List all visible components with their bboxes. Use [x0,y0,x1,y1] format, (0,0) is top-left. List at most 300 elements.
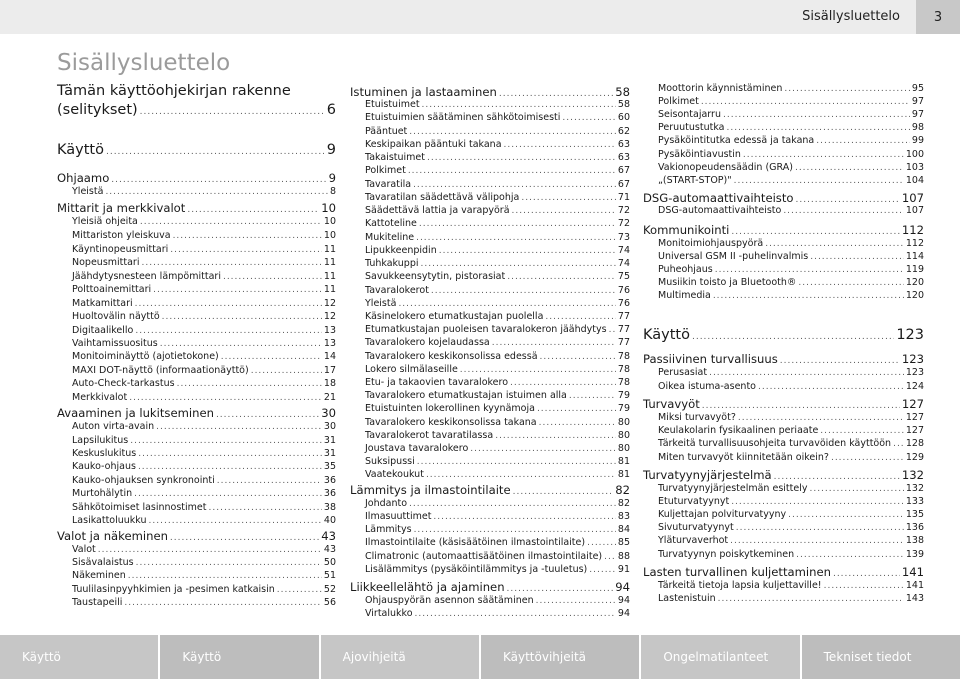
toc-dot-leader [413,180,616,190]
toc-entry-title: Mittarit ja merkkivalot [57,201,186,215]
toc-subentry[interactable] [643,109,924,120]
toc-entry-title: Kauko-ohjaus [72,461,136,472]
toc-subentry[interactable] [643,264,924,275]
toc-page-number: 97 [911,109,924,120]
toc-entry-title: Turvatyynyjärjestelmä [643,468,772,482]
toc-subentry[interactable] [350,99,630,110]
toc-page-number: 127 [901,397,924,411]
toc-dot-leader [831,453,904,463]
toc-page-number: 119 [905,264,924,275]
toc-dot-leader [140,107,325,117]
toc-subentry[interactable] [643,509,924,520]
toc-entry-title: Ohjaamo [57,171,110,185]
toc-subentry[interactable] [643,162,924,173]
toc-entry[interactable] [350,483,630,497]
toc-dot-leader [820,426,904,436]
toc-subentry[interactable] [57,475,336,486]
toc-entry-title: Digitaalikello [72,325,134,336]
toc-entry-title: Tuulilasinpyyhkimien ja -pesimen katkaisin [72,584,275,595]
toc-dot-leader [177,379,322,389]
toc-subentry[interactable] [350,337,630,348]
toc-page-number: 8 [329,186,336,197]
toc-subentry[interactable] [643,425,924,436]
toc-subentry[interactable] [350,165,630,176]
toc-subentry[interactable] [57,271,336,282]
toc-dot-leader [422,100,616,110]
toc-subentry[interactable] [643,549,924,560]
toc-dot-leader [129,393,322,403]
toc-entry-title: Lasikattoluukku [72,515,147,526]
toc-subentry[interactable] [57,257,336,268]
footer-tab-ongelmatilanteet[interactable]: Ongelmatilanteet [641,635,799,679]
toc-subentry[interactable] [57,325,336,336]
toc-page-number: 72 [617,205,630,216]
toc-dot-leader [223,272,322,282]
toc-dot-leader [495,431,616,441]
toc-entry-title: Jäähdytysnesteen lämpömittari [72,271,221,282]
toc-dot-leader [788,510,904,520]
toc-subentry[interactable] [643,367,924,378]
toc-subentry[interactable] [643,412,924,423]
toc-page-number: 10 [323,216,336,227]
toc-subentry[interactable] [350,245,630,256]
toc-entry-title: Vaatekoukut [365,469,424,480]
toc-page-number: 40 [323,515,336,526]
toc-page-number: 141 [905,580,924,591]
toc-page-number: 120 [905,277,924,288]
toc-dot-leader [540,352,616,362]
toc-subentry[interactable] [643,83,924,94]
toc-subentry[interactable] [350,511,630,522]
toc-entry-title: Virtalukko [365,608,413,619]
toc-subentry[interactable] [350,417,630,428]
toc-entry-title: Puheohjaus [658,264,713,275]
footer-tab-kaytto-1[interactable]: Käyttö [0,635,158,679]
toc-entry-title: Johdanto [365,498,408,509]
toc-dot-leader [187,205,319,215]
toc-page-number: 80 [617,417,630,428]
toc-entry-title: Käyttö [57,142,104,158]
toc-entry[interactable] [643,397,924,411]
toc-page-number: 58 [617,99,630,110]
toc-subentry[interactable] [643,452,924,463]
toc-subentry[interactable] [350,469,630,480]
toc-dot-leader [460,365,616,375]
toc-dot-leader [170,533,319,543]
toc-entry-title: Miten turvavyöt kiinnitetään oikein? [658,452,829,463]
toc-page-number: 11 [323,284,336,295]
toc-page-number: 83 [617,511,630,522]
toc-page-number: 38 [323,502,336,513]
toc-dot-leader [98,545,322,555]
toc-dot-leader [765,239,904,249]
toc-subentry[interactable] [350,139,630,150]
toc-page-number: 17 [323,365,336,376]
toc-entry-title: Lipukkeenpidin [365,245,437,256]
toc-dot-leader [521,193,616,203]
toc-entry-title: Auto-Check-tarkastus [72,378,175,389]
toc-entry-title: Kuljettajan polviturvatyyny [658,509,787,520]
toc-dot-leader [277,585,322,595]
toc-dot-leader [736,523,904,533]
toc-dot-leader [153,285,322,295]
toc-entry-title: Etuturvatyynyt [658,496,730,507]
toc-entry-title: Etuistuimet [365,99,420,110]
toc-entry[interactable] [57,142,336,158]
toc-subentry[interactable] [350,498,630,509]
toc-subentry[interactable] [350,351,630,362]
toc-subentry[interactable] [350,152,630,163]
toc-dot-leader [798,278,903,288]
toc-entry-title: Kommunikointi [643,223,730,237]
toc-page-number: 75 [617,271,630,282]
toc-page-number: 127 [905,412,924,423]
toc-dot-leader [138,449,322,459]
toc-subentry[interactable] [350,403,630,414]
toc-dot-leader [795,163,904,173]
header-title: Sisällysluettelo [802,9,900,24]
toc-page-number: 50 [323,557,336,568]
toc-subentry[interactable] [643,175,924,186]
toc-dot-leader [111,175,326,185]
toc-entry-title: Yleistä [365,298,397,309]
footer-tab-ajovihjeita[interactable]: Ajovihjeitä [321,635,479,679]
toc-dot-leader [784,84,910,94]
toc-subentry[interactable] [643,580,924,591]
toc-dot-leader [136,558,322,568]
toc-subentry[interactable] [57,557,336,568]
toc-dot-leader [140,217,322,227]
footer-nav [0,635,960,679]
toc-dot-leader [539,418,616,428]
toc-entry-title: Tavaralokero etumatkustajan istuimen alla [365,390,567,401]
toc-page-number: 36 [323,475,336,486]
toc-entry[interactable] [643,223,924,237]
toc-dot-leader [609,325,616,335]
toc-subentry[interactable] [643,381,924,392]
toc-dot-leader [709,368,904,378]
toc-entry-title: Perusasiat [658,367,708,378]
toc-subentry[interactable] [350,564,630,575]
toc-page-number: 136 [905,522,924,533]
toc-entry-title: Tavaralokero keskikonsolissa takana [365,417,537,428]
toc-dot-leader [470,444,616,454]
toc-entry-title: Etuistuimien säätäminen sähkötoimisesti [365,112,561,123]
toc-entry-title: Tavaratilan säädettävä välipohja [365,192,520,203]
toc-entry-title: Climatronic (automaattisäätöinen ilmastointilaite) [365,551,603,562]
toc-subentry[interactable] [643,205,924,216]
toc-subentry[interactable] [57,216,336,227]
toc-subentry[interactable] [57,461,336,472]
toc-entry-title: Tavaratila [365,179,412,190]
toc-dot-leader [162,312,322,322]
toc-entry-title: Käyntinopeusmittari [72,244,169,255]
toc-entry-title: Murtohälytin [72,488,133,499]
toc-dot-leader [833,569,900,579]
toc-subentry[interactable] [350,324,630,335]
toc-entry-title: Universal GSM II -puhelinvalmis [658,251,809,262]
toc-dot-leader [170,245,322,255]
toc-page-number: 71 [617,192,630,203]
toc-entry-title: Käsinelokero etumatkustajan puolella [365,311,544,322]
toc-page-number: 112 [901,223,924,237]
toc-subentry[interactable] [643,96,924,107]
toc-subentry[interactable] [350,126,630,137]
toc-subentry[interactable] [350,298,630,309]
toc-subentry[interactable] [57,435,336,446]
toc-subentry[interactable] [350,192,630,203]
toc-subentry[interactable] [643,522,924,533]
toc-dot-leader [510,378,616,388]
toc-subentry[interactable] [350,179,630,190]
toc-entry[interactable] [350,580,630,594]
toc-page-number: 77 [617,324,630,335]
toc-entry-title: Taustapeili [72,597,123,608]
toc-dot-leader [251,366,322,376]
toc-page-number: 21 [323,392,336,403]
toc-entry-title: Istuminen ja lastaaminen [350,85,497,99]
toc-dot-leader [692,332,894,342]
toc-subentry[interactable] [350,232,630,243]
toc-dot-leader [209,503,322,513]
toc-dot-leader [173,231,322,241]
toc-page-number: 14 [323,351,336,362]
toc-entry-title: DSG-automaattivaihteisto [658,205,782,216]
toc-page-number: 31 [323,435,336,446]
toc-subentry[interactable] [643,535,924,546]
toc-subentry[interactable] [643,135,924,146]
toc-page-number: 104 [905,175,924,186]
toc-page-number: 81 [617,456,630,467]
toc-subentry[interactable] [643,593,924,604]
toc-page-number: 114 [905,251,924,262]
toc-dot-leader [135,299,322,309]
toc-subentry[interactable] [643,122,924,133]
toc-page-number: 77 [617,337,630,348]
toc-dot-leader [427,153,616,163]
toc-page-number: 139 [905,549,924,560]
toc-dot-leader [727,123,910,133]
toc-page-number: 73 [617,232,630,243]
toc-subentry[interactable] [57,351,336,362]
toc-dot-leader [809,484,903,494]
toc-page-number: 80 [617,443,630,454]
toc-page-number: 13 [323,338,336,349]
toc-dot-leader [562,113,616,123]
toc-dot-leader [569,391,616,401]
toc-subentry[interactable] [350,218,630,229]
toc-page-number: 82 [615,483,630,497]
toc-subentry[interactable] [643,483,924,494]
toc-subentry[interactable] [350,524,630,535]
toc-page-number: 11 [323,257,336,268]
toc-dot-leader [216,410,319,420]
toc-entry[interactable] [57,201,336,215]
toc-subentry[interactable] [57,186,336,197]
toc-entry[interactable] [57,102,336,118]
toc-page-number: 123 [896,327,924,343]
footer-tab-kaytto-2[interactable]: Käyttö [160,635,318,679]
toc-page-number: 124 [905,381,924,392]
toc-entry-title: Valot ja näkeminen [57,529,168,543]
toc-dot-leader [587,538,616,548]
toc-subentry[interactable] [57,544,336,555]
toc-dot-leader [431,286,616,296]
toc-page-number: 143 [905,593,924,604]
toc-dot-leader [160,339,322,349]
toc-entry-title: Lisälämmitys (pysäköintilämmitys ja -tuuletus) [365,564,588,575]
toc-subentry[interactable] [57,502,336,513]
toc-entry[interactable] [350,85,630,99]
toc-dot-leader [426,470,616,480]
toc-subentry[interactable] [57,311,336,322]
toc-entry-title: Lasten turvallinen kuljettaminen [643,565,831,579]
toc-entry-title: MAXI DOT-näyttö (informaationäyttö) [72,365,249,376]
toc-subentry[interactable] [643,438,924,449]
toc-entry[interactable] [57,83,336,99]
toc-subentry[interactable] [57,365,336,376]
toc-entry-title: Valot [72,544,96,555]
toc-entry[interactable] [643,191,924,205]
toc-subentry[interactable] [57,392,336,403]
toc-subentry[interactable] [57,230,336,241]
toc-entry[interactable] [643,327,924,343]
footer-tab-tekniset-tiedot[interactable]: Tekniset tiedot [802,635,960,679]
toc-subentry[interactable] [643,290,924,301]
toc-page-number: 31 [323,448,336,459]
toc-subentry[interactable] [57,584,336,595]
toc-entry-title: „(START-STOP)" [658,175,732,186]
toc-dot-leader [504,140,616,150]
toc-page-number: 56 [323,597,336,608]
toc-page-number: 10 [321,201,336,215]
toc-dot-leader [507,272,616,282]
toc-subentry[interactable] [350,456,630,467]
toc-dot-leader [783,206,904,216]
toc-page-number: 79 [617,403,630,414]
toc-subentry[interactable] [643,238,924,249]
toc-entry-title: Säädettävä lattia ja varapyörä [365,205,510,216]
toc-entry-title: Tavaralokero keskikonsolissa edessä [365,351,538,362]
toc-entry[interactable] [643,565,924,579]
toc-dot-leader [816,136,910,146]
toc-entry-title: Pysäköintitutka edessä ja takana [658,135,815,146]
toc-dot-leader [512,206,616,216]
toc-subentry[interactable] [350,112,630,123]
toc-entry[interactable] [57,171,336,185]
toc-dot-leader [718,594,904,604]
toc-subentry[interactable] [350,285,630,296]
toc-subentry[interactable] [643,149,924,160]
toc-subentry[interactable] [350,390,630,401]
toc-dot-leader [824,581,904,591]
toc-subentry[interactable] [350,608,630,619]
toc-subentry[interactable] [57,338,336,349]
toc-entry[interactable] [57,406,336,420]
toc-dot-leader [134,489,322,499]
toc-page-number: 43 [323,544,336,555]
toc-subentry[interactable] [57,597,336,608]
toc-subentry[interactable] [643,277,924,288]
toc-page-number: 6 [326,102,336,118]
toc-dot-leader [780,356,900,366]
toc-subentry[interactable] [57,515,336,526]
toc-subentry[interactable] [350,537,630,548]
toc-entry[interactable] [57,529,336,543]
toc-subentry[interactable] [350,205,630,216]
toc-entry[interactable] [643,352,924,366]
page-title: Sisällysluettelo [57,50,231,76]
toc-page-number: 62 [617,126,630,137]
toc-subentry[interactable] [57,448,336,459]
toc-entry-title: Lapsilukitus [72,435,129,446]
toc-page-number: 60 [617,112,630,123]
toc-subentry[interactable] [57,284,336,295]
toc-page-number: 99 [911,135,924,146]
toc-page-number: 30 [323,421,336,432]
toc-subentry[interactable] [643,251,924,262]
toc-dot-leader [723,110,910,120]
page-number: 3 [916,0,960,34]
toc-subentry[interactable] [57,378,336,389]
toc-subentry[interactable] [57,488,336,499]
toc-page-number: 67 [617,179,630,190]
footer-tab-kayttovihjeita[interactable]: Käyttövihjeitä [481,635,639,679]
toc-page-number: 88 [617,551,630,562]
toc-dot-leader [513,487,614,497]
toc-page-number: 11 [323,244,336,255]
toc-subentry[interactable] [57,421,336,432]
toc-subentry[interactable] [57,570,336,581]
toc-subentry[interactable] [350,271,630,282]
toc-entry-title: Multimedia [658,290,711,301]
toc-subentry[interactable] [350,364,630,375]
toc-entry-title: Lastenistuin [658,593,716,604]
toc-entry-title: Turvatyynyn poiskytkeminen [658,549,795,560]
toc-subentry[interactable] [350,595,630,606]
toc-page-number: 77 [617,311,630,322]
toc-dot-leader [141,258,321,268]
toc-entry-title: Musiikin toisto ja Bluetooth® [658,277,797,288]
toc-dot-leader [419,219,616,229]
toc-dot-leader [492,338,616,348]
toc-subentry[interactable] [350,430,630,441]
toc-dot-leader [130,436,322,446]
toc-subentry[interactable] [350,443,630,454]
toc-entry-title: Seisontajarru [658,109,721,120]
toc-subentry[interactable] [350,258,630,269]
toc-entry-title: Vakionopeudensäädin (GRA) [658,162,793,173]
toc-subentry[interactable] [350,377,630,388]
toc-page-number: 74 [617,258,630,269]
toc-subentry[interactable] [57,244,336,255]
toc-subentry[interactable] [350,551,630,562]
toc-subentry[interactable] [57,298,336,309]
toc-page-number: 80 [617,430,630,441]
toc-page-number: 12 [323,298,336,309]
toc-subentry[interactable] [643,496,924,507]
toc-entry-title: Liikkeellelähtö ja ajaminen [350,580,505,594]
toc-page-number: 103 [905,162,924,173]
toc-dot-leader [421,259,616,269]
toc-dot-leader [507,584,614,594]
toc-entry-title: Takaistuimet [365,152,426,163]
toc-page-number: 132 [905,483,924,494]
toc-page-number: 9 [328,171,336,185]
toc-subentry[interactable] [350,311,630,322]
toc-entry[interactable] [643,468,924,482]
toc-page-number: 63 [617,152,630,163]
